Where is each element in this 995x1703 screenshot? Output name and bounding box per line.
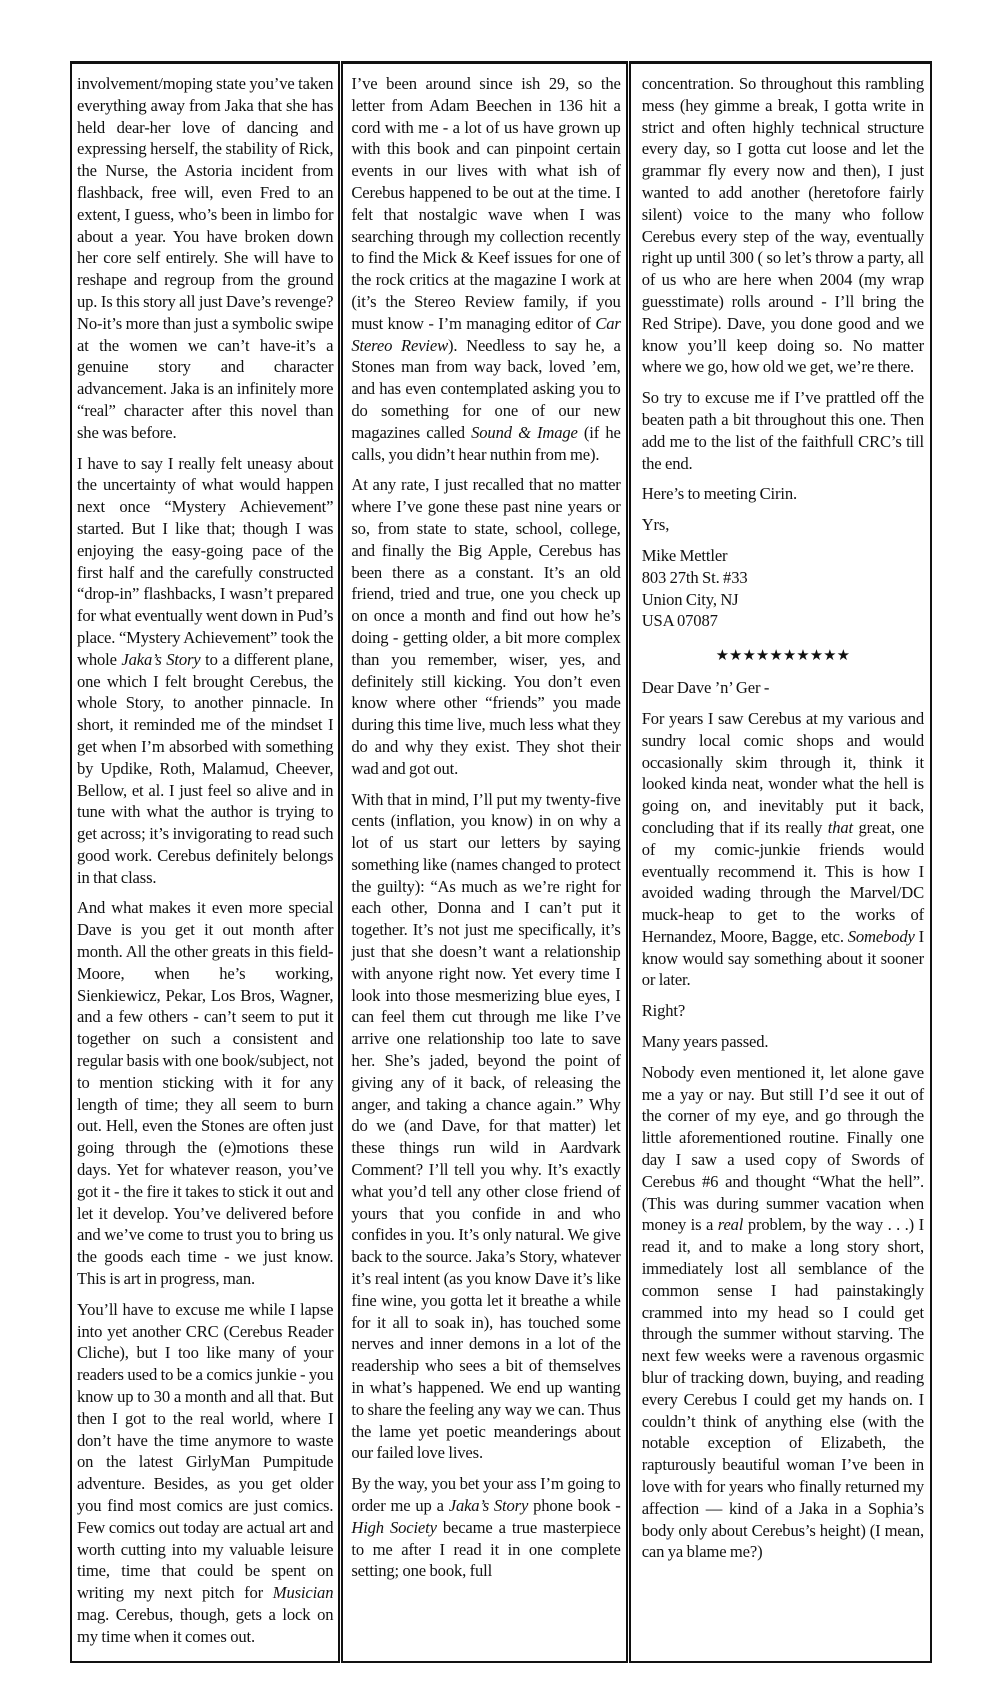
italic-title-text: Jaka’s Story	[448, 1496, 529, 1515]
paragraph-text: I have to say I really felt uneasy about the uncertainty of what would happen next once “Mystery Achievement” started. But I like that; though I was enjoying the easy-going pace of the first half and the carefully constructed “drop-in” flashbacks, I wasn’t prepared for what eventually went down in Pud’s place. “Mystery Achievement” took the whole	[77, 453, 334, 669]
paragraph-text: Nobody even mentioned it, let alone gave me a yay or nay. But still I’d see it out of the corner of my eye, and go through the little aforementioned routine. Finally one day I saw a used copy of Swords of Cerebus #6 and thought “What the hell”. (This was during summer vacation when money is a	[641, 1062, 924, 1235]
paragraph-text: great, one of my comic-junkie friends would eventually recommend it. This is how I avoided wading through the Marvel/DC muck-heap to get to the works of Hernandez, Moore, Bagge, etc.	[641, 817, 924, 946]
italic-title-text: Car Stereo Review	[351, 313, 621, 355]
paragraph-text: By the way, you bet your ass I’m going to order me up a	[351, 1474, 621, 1515]
column-1	[70, 61, 340, 1663]
next-letter	[642, 677, 924, 1563]
paragraph	[642, 708, 924, 991]
star-separator: ★★★★★★★★★★	[715, 648, 851, 665]
paragraph	[351, 789, 620, 1465]
paragraph	[642, 483, 924, 505]
paragraph	[77, 897, 333, 1289]
letters-page	[70, 0, 932, 1703]
paragraph-text: At any rate, I just recalled that no matter where I’ve gone these past nine years or so, from state to state, school, college, and finally the Big Apple, Cerebus has been there as a constant. It’s an old friend, tried and true, one you check up on once a month and find out how he’s doing - getting older, a bit more complex than you remember, wiser, yes, and definitely still kicking. You don’t even know where other “friends” you made during this time live, much less what they do and why they exist. They shot their wad and got out.	[351, 475, 621, 778]
paragraph	[642, 1000, 924, 1022]
paragraph-text: problem, by the way . . .) I read it, and to make a long story short, immediately lost all semblance of the common sense I had painstakingly crammed into my head so I could get through the summer without starving. The next few weeks were a ravenous orgasmic blur of tracking down, buying, and reading every Cerebus I could get my hands on. I couldn’t think of anything else (with the notable exception of Elizabeth, the rapturously beautiful woman I’ve been in love with for years who finally returned my affection — kind of a Jaka in a Sophia’s body only about Cerebus’s height) (I mean, can ya blame me?)	[641, 1215, 924, 1562]
signature-name: Mike Mettler	[641, 545, 728, 565]
paragraph-text: I’ve been around since ish 29, so the letter from Adam Beechen in 136 hit a cord with me - a lot of us have grown up with this book and can pinpoint certain events in our lives with what ish of Cerebus happened to be out at the time. I felt that nostalgic wave when I was searching through my collection recently to find the Mick & Keef issues for one of the rock critics at the magazine I work at (it’s the Stereo Review family, if you must know - I’m managing editor of	[351, 74, 621, 333]
signature-city: Union City, NJ	[641, 589, 739, 609]
paragraph	[77, 1299, 333, 1648]
italic-title-text: Musician	[272, 1583, 334, 1603]
column-3	[629, 61, 932, 1663]
paragraph	[642, 1031, 924, 1053]
paragraph-text: Yrs,	[641, 515, 670, 535]
paragraph-text: Dear Dave ’n’ Ger -	[641, 678, 770, 698]
paragraph-text: ). Needless to say he, a Stones man from way back, loved ’em, and has even contemplated asking you to do something for one of our new magazines called	[351, 335, 621, 442]
signature-block	[642, 545, 924, 632]
paragraph-text: I know would say something about it sooner or later.	[641, 926, 924, 990]
signature-street: 803 27th St. #33	[641, 567, 748, 587]
signature-country-zip: USA 07087	[641, 611, 718, 631]
paragraph-text: phone book -	[528, 1496, 621, 1515]
paragraph	[77, 73, 333, 444]
paragraph-text: Here’s to meeting Cirin.	[641, 484, 797, 504]
paragraph	[351, 73, 620, 465]
letter-closing	[642, 73, 924, 536]
paragraph	[351, 474, 620, 779]
paragraph-text: to a different plane, one which I felt brought Cerebus, the whole Story, to another pinnacle. In short, it reminded me of the mindset I get when I’m absorbed with something by Updike, Roth, Malamud, Cheever, Bellow, et al. I just feel so alive and in tune with what the author is trying to get across; it’s invigorating to read such good work. Cerebus definitely belongs in that class.	[77, 649, 334, 887]
paragraph	[351, 1473, 620, 1582]
paragraph	[77, 453, 333, 889]
paragraph	[642, 1062, 924, 1563]
paragraph-text: became a true masterpiece to me after I read it in one complete setting; one book, full	[351, 1517, 621, 1581]
italic-title-text: Sound & Image	[471, 422, 578, 442]
paragraph-text: (if he calls, you didn’t hear nuthin from me).	[351, 422, 621, 464]
italic-title-text: High Society	[351, 1517, 437, 1537]
paragraph-text: So try to excuse me if I’ve prattled off the beaten path a bit throughout this one. Then add me to the list of the faithfull CRC’s till the end.	[641, 388, 924, 473]
italic-title-text: Somebody	[847, 926, 915, 946]
paragraph-text: Right?	[641, 1001, 686, 1021]
italic-title-text: Jaka’s Story	[121, 649, 201, 669]
paragraph-text: involvement/moping state you’ve taken everything away from Jaka that she has held dear-her love of dancing and expressing herself, the stability of Rick, the Nurse, the Astoria incident from flashback, free will, even Fred to an extent, I guess, who’s been in limbo for about a year. You have broken down her core self entirely. She will have to reshape and regroup from the ground up. Is this story all just Dave’s revenge? No-it’s more than just a symbolic swipe at the women we can’t have-it’s a genuine story and character advancement. Jaka is an infinitely more “real” character after this novel than she was before.	[77, 74, 334, 442]
paragraph-text: You’ll have to excuse me while I lapse into yet another CRC (Cerebus Reader Cliche), but I too like many of your readers used to be a comics junkie - you know up to 30 a month and all that. But then I got to the real world, where I don’t have the time anymore to waste on the latest GirlyMan Pumpitude adventure. Besides, as you get older you find most comics are just comics. Few comics out today are actual art and worth cutting into my valuable leisure time, time that could be spent on writing my next pitch for	[77, 1299, 334, 1603]
italic-title-text: real	[717, 1215, 744, 1235]
paragraph-text: And what makes it even more special Dave is you get it out month after month. All the other greats in this field-Moore, when he’s working, Sienkiewicz, Pekar, Los Bros, Wagner, and a few others - can’t seem to put it together on such a consistent and regular basis with one book/subject, not to mention sticking with it for any length of time; they all seem to burn out. Hell, even the Stones are often just going through the (e)motions these days. Yet for whatever reason, you’ve got it - the fire it takes to stick it out and let it develop. You’ve delivered before and we’ve come to trust you to bring us the goods each time - we just know. This is art in progress, man.	[77, 898, 334, 1289]
column-2	[341, 61, 627, 1663]
paragraph-text: mag. Cerebus, though, gets a lock on my time when it comes out.	[77, 1604, 334, 1646]
paragraph-text: For years I saw Cerebus at my various and sundry local comic shops and would occasionally skim through it, think it looked kinda neat, wonder what the hell is going on, and inevitably put it back, concluding that if its really	[641, 708, 924, 837]
paragraph-text: With that in mind, I’ll put my twenty-five cents (inflation, you know) in on why a lot of us start our letters by saying something like (names changed to protect the guilty): “As much as we’re right for each other, Donna and I can’t put it together. It’s not just me specifically, it’s just that she doesn’t want a relationship with anyone right now. Yet every time I look into those mesmerizing blue eyes, I can feel them cut through me like I’ve arrive one relationship too late to save her. She’s jaded, beyond the point of giving any of it back, of releasing the anger, and taking a chance again.” Why do we (and Dave, for that matter) let these things run wild in Aardvark Comment? I’ll tell you why. It’s exactly what you’d tell any other close friend of yours that you confide in and who confides in you. It’s only natural. We give back to the source. Jaka’s Story, whatever it’s real intent (as you know Dave it’s like fine wine, you gotta let it breathe a while for it all to soak in), has touched some nerves and inner demons in a lot of the readership who sees a bit of themselves in what’s happened. We end up wanting to share the feeling any way we can. Thus the lame yet poetic meanderings about our failed love lives.	[351, 789, 621, 1463]
paragraph	[642, 677, 924, 699]
paragraph-text: Many years passed.	[641, 1032, 769, 1052]
paragraph-text: concentration. So throughout this rambling mess (hey gimme a break, I gotta write in strict and often highly technical structure every day, so I gotta cut loose and let the grammar fly every now and then), I just wanted to add another (heretofore fairly silent) voice to the many who follow Cerebus every step of the way, eventually right up until 300 ( so let’s throw a party, all of us who are here when 2004 (my wrap guesstimate) rolls around - I’ll bring the Red Stripe). Dave, you done good and we know you’ll keep doing so. No matter where we go, how old we get, we’re there.	[641, 74, 924, 377]
paragraph	[642, 387, 924, 474]
italic-title-text: that	[827, 817, 853, 837]
paragraph	[642, 514, 924, 536]
paragraph	[642, 73, 924, 378]
